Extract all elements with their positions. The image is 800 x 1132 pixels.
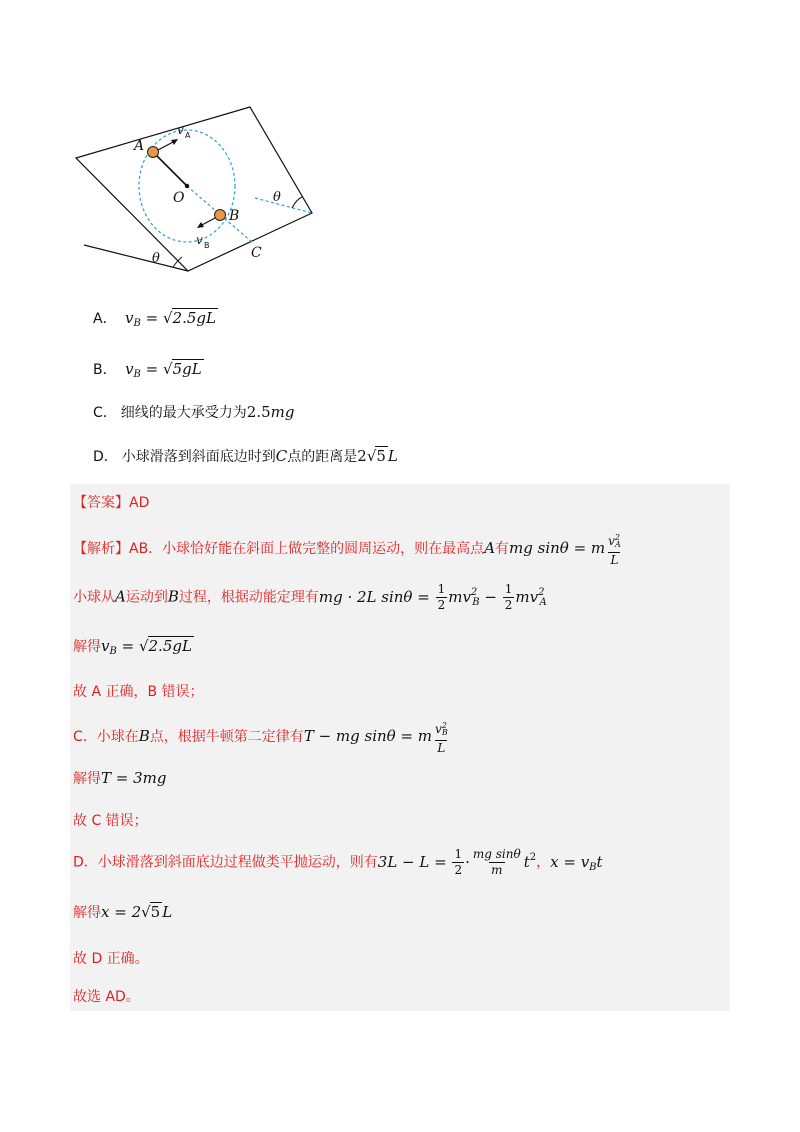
analysis-line-7: 故 C 错误； (73, 813, 148, 829)
answer-line: 【答案】AD (73, 495, 150, 511)
analysis-line-3: 解得$v_B = √2.5gL$ (73, 637, 192, 657)
label-o: O (173, 190, 185, 206)
option-d: D． 小球滑落到斜面底边时到C点的距离是2√5 L (93, 447, 398, 465)
center-point (185, 184, 189, 188)
label-theta-bottom: θ (152, 251, 160, 266)
option-a-formula: $v_B = √2.5gL$ (125, 309, 216, 329)
label-vb: v (196, 233, 203, 247)
label-vb-sub: B (204, 241, 210, 250)
incline-plane (76, 107, 312, 271)
analysis-line-10: 故 D 正确。 (73, 951, 149, 967)
option-b-formula: $v_B = √5gL$ (125, 360, 202, 380)
analysis-line-8: D．小球滑落到斜面底边过程做类平抛运动，则有3L − L = $\frac{1}{2}$ · $\frac{\text{mg sinθ}}{m}$ $t^2$，$x = v_Bt$ (73, 847, 603, 877)
option-b: B． $v_B = √5gL$ (93, 360, 202, 380)
analysis-line-2: 小球从A运动到B过程，根据动能定理有mg · 2L sinθ = $\frac{1}{2}$ $mv^2_B$ − $\frac{1}{2}$ $mv^2_A$ (73, 582, 547, 612)
label-c: C (251, 245, 262, 261)
analysis-line-1: 【解析】AB．小球恰好能在斜面上做完整的圆周运动，则在最高点A有mg sinθ = m $\frac{v^2_A}{L}$ (73, 533, 621, 567)
analysis-line-4: 故 A 正确，B 错误； (73, 684, 204, 700)
analysis-line-5: C．小球在B点，根据牛顿第二定律有T − mg sinθ = m $\frac{v^2_B}{L}$ (73, 721, 448, 755)
option-c: C． 细线的最大承受力为2.5mg (93, 403, 295, 421)
analysis-line-6: 解得T = 3mg (73, 769, 167, 787)
label-theta-right: θ (273, 190, 281, 205)
label-b: B (229, 208, 240, 224)
label-a: A (134, 138, 145, 154)
ball-b (215, 210, 226, 221)
label-va: v (177, 123, 184, 137)
solution-panel (70, 484, 730, 1011)
option-a: A． $v_B = √2.5gL$ (93, 309, 216, 329)
label-va-sub: A (185, 131, 191, 140)
analysis-line-9: 解得x = 2√5 L (73, 903, 173, 921)
ball-a (148, 147, 159, 158)
analysis-line-11: 故选 AD。 (73, 989, 140, 1005)
incline-diagram (70, 105, 330, 285)
